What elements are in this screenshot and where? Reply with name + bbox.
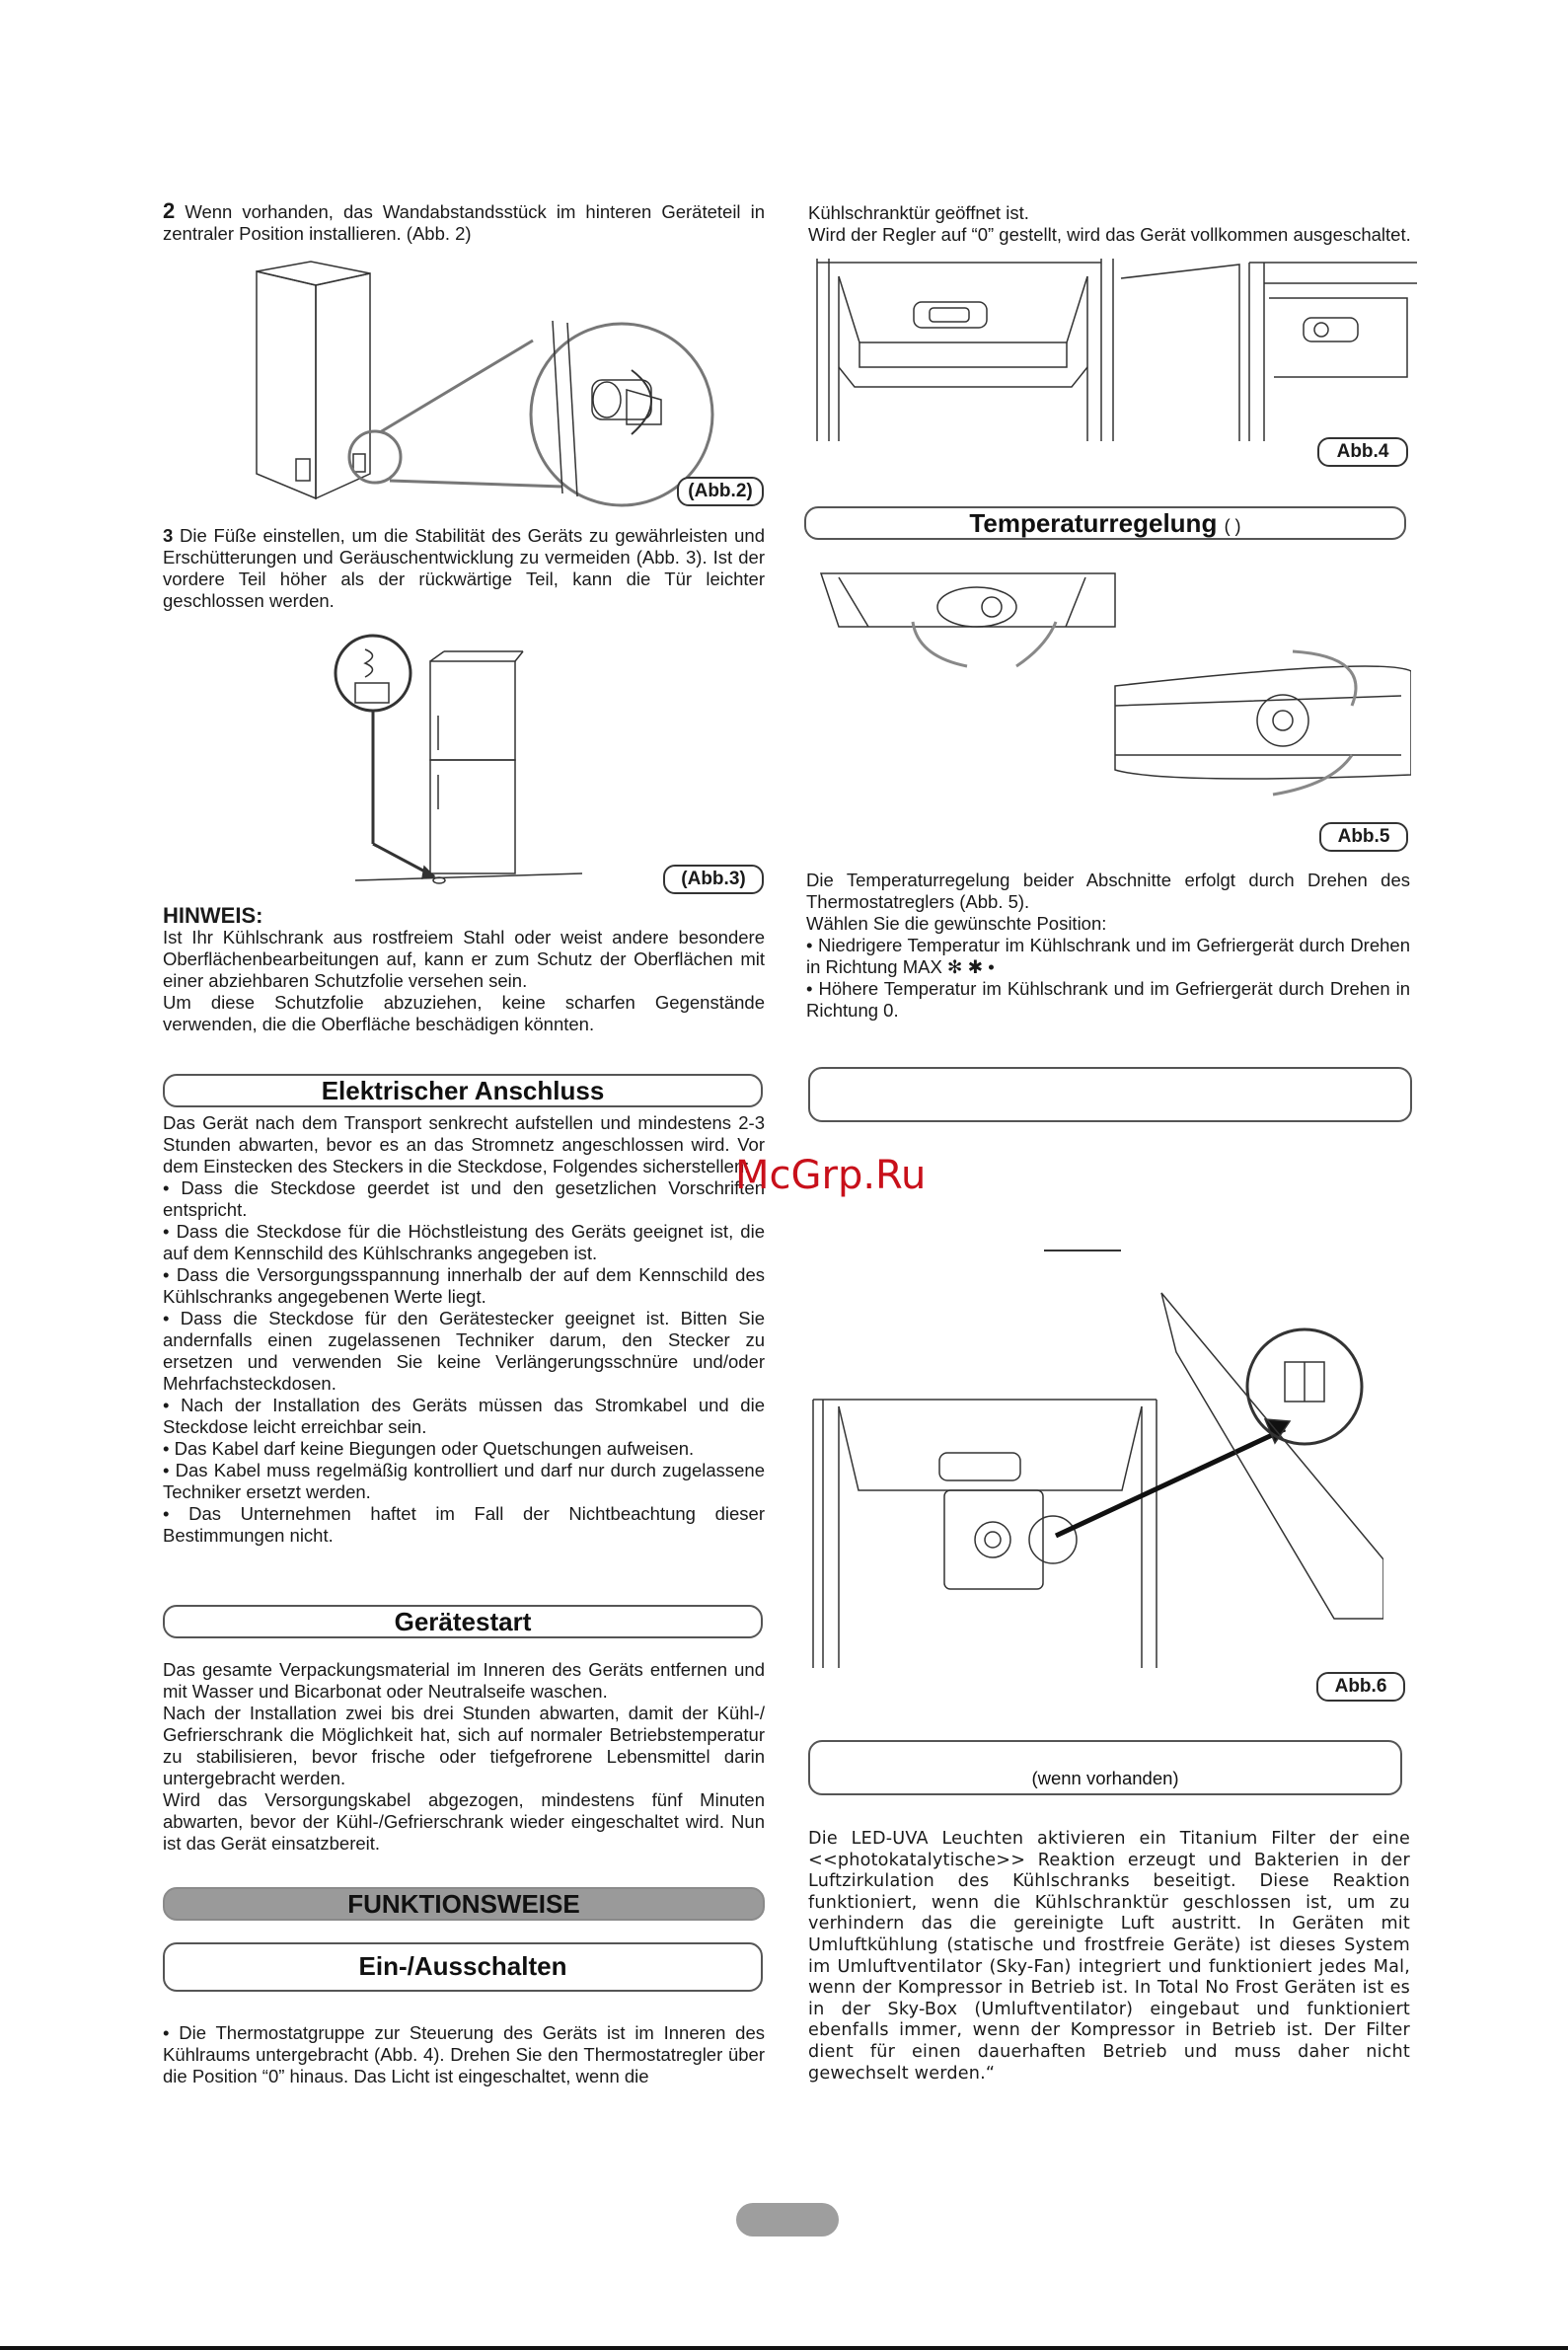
- underline-mark: [1044, 1250, 1121, 1251]
- ein-ausschalten-body: [163, 2022, 765, 2087]
- max-symbol-icon: ✻ ✱ •: [941, 956, 995, 977]
- hinweis-section: [163, 905, 765, 1035]
- continued-line-1: Kühlschranktür geöffnet ist.: [808, 202, 1029, 223]
- bullet-item: • Dass die Steckdose geerdet ist und den gesetzlichen Vorschriften entspricht.: [163, 1177, 765, 1220]
- step3-number: 3: [163, 525, 174, 546]
- temperaturregelung-paren: ( ): [1224, 516, 1241, 536]
- hinweis-paragraph-2: Um diese Schutzfolie abzuziehen, keine scharfen Gegenstände verwenden, die die Oberfläche beschädigen könnten.: [163, 992, 765, 1034]
- bullet-item: • Dass die Versorgungsspannung innerhalb der auf dem Kennschild des Kühlschranks angegebenen Werte liegt.: [163, 1264, 765, 1307]
- temperaturregelung-title: Temperaturregelung: [969, 508, 1218, 538]
- uva-paragraph: Die LED-UVA Leuchten aktivieren ein Titanium Filter der eine <<photokatalytische>> Reaktion erzeugt und Bakterien in der Luftzirkulation des Kühlschranks beseitigt. Diese Reaktion funktioniert, wenn die Kühlschranktür geschlossen ist, um zu verhindern das die gereinigte Luft austritt. In Geräten mit Umluftkühlung (statische und frostfreie Geräte) ist dieses System im Umluftventilator (Sky-Fan) integriert und funktioniert jedes Mal, wenn der Kompressor in Betrieb ist. In Total No Frost Geräten ist es in der Sky-Box (Umluftventilator) eingebaut und funktioniert ebenfalls immer, wenn der Kompressor in Betrieb ist. Der Filter dient für einen dauerhaften Betrieb und muss daher nicht gewechselt werden.“: [808, 1829, 1410, 2084]
- temp-paragraph-2: Wählen Sie die gewünschte Position:: [806, 913, 1107, 934]
- hinweis-paragraph-1: Ist Ihr Kühlschrank aus rostfreiem Stahl oder weist andere besondere Oberflächenbearbeitungen auf, kann er zum Schutz der Oberflächen mit einer abziehbaren Schutzfolie versehen sein.: [163, 927, 765, 991]
- abb3-figure: [326, 622, 582, 898]
- elektrischer-anschluss-heading: Elektrischer Anschluss: [163, 1074, 763, 1107]
- watermark: McGrp.Ru: [735, 1153, 927, 1198]
- continued-line-2: Wird der Regler auf “0” gestellt, wird das Gerät vollkommen ausgeschaltet.: [808, 224, 1411, 245]
- geraetestart-body: [163, 1659, 765, 1855]
- step2-text: Wenn vorhanden, das Wandabstandsstück im hinteren Geräteteil in zentraler Position installieren. (Abb. 2): [163, 201, 765, 244]
- funktionsweise-heading: FUNKTIONSWEISE: [163, 1887, 765, 1921]
- empty-heading-box: [808, 1067, 1412, 1122]
- temp-paragraph-1: Die Temperaturregelung beider Abschnitte erfolgt durch Drehen des Thermostatreglers (Abb. 5).: [806, 870, 1410, 912]
- abb4-figure: [815, 259, 1417, 441]
- abb3-label: (Abb.3): [663, 865, 764, 894]
- bottom-rule: [0, 2346, 1568, 2350]
- temperaturregelung-body: [806, 870, 1410, 1022]
- bullet-item: • Nach der Installation des Geräts müssen das Stromkabel und die Steckdose leicht erreichbar sein.: [163, 1395, 765, 1437]
- abb4-label: Abb.4: [1317, 437, 1408, 467]
- uva-body: [808, 1829, 1410, 2085]
- geraetestart-paragraph-2: Nach der Installation zwei bis drei Stunden abwarten, damit der Kühl-/ Gefrierschrank die Möglichkeit hat, sich auf normaler Betriebstemperatur zu stabilisieren, bevor frische oder tiefgefrorene Lebensmittel darin untergebracht werden.: [163, 1703, 765, 1788]
- temperaturregelung-heading: [804, 506, 1406, 540]
- abb6-label: Abb.6: [1316, 1672, 1405, 1702]
- elektrischer-intro: Das Gerät nach dem Transport senkrecht aufstellen und mindestens 2-3 Stunden abwarten, bevor es an das Stromnetz angeschlossen wird. Vor dem Einstecken des Steckers in die Steckdose, Folgendes sicherstellen:: [163, 1112, 765, 1176]
- ein-ausschalten-paragraph: • Die Thermostatgruppe zur Steuerung des Geräts ist im Inneren des Kühlraums untergebracht (Abb. 4). Drehen Sie den Thermostatregler über die Position “0” hinaus. Das Licht ist eingeschaltet, wenn die: [163, 2022, 765, 2086]
- step2-paragraph: [163, 200, 765, 245]
- temp-bullet-1: • Niedrigere Temperatur im Kühlschrank und im Gefriergerät durch Drehen in Richtung MAX ✻ ✱ •: [806, 935, 1410, 977]
- step3-text: Die Füße einstellen, um die Stabilität des Geräts zu gewährleisten und Erschütterungen und Geräuschentwicklung zu vermeiden (Abb. 3). Ist der vordere Teil höher als der rückwärtige Teil, kann die Tür leichter geschlossen werden.: [163, 525, 765, 611]
- ein-ausschalten-heading: Ein-/Ausschalten: [163, 1942, 763, 1992]
- bullet-item: • Das Unternehmen haftet im Fall der Nichtbeachtung dieser Bestimmungen nicht.: [163, 1503, 765, 1546]
- uva-subtitle: (wenn vorhanden): [1031, 1768, 1179, 1788]
- bullet-item: • Dass die Steckdose für den Gerätestecker geeignet ist. Bitten Sie andernfalls einen zugelassenen Techniker darum, den Stecker zu ersetzen und verwenden Sie keine Verlängerungsschnüre und/oder Mehrfachsteckdosen.: [163, 1308, 765, 1394]
- abb2-label: (Abb.2): [677, 477, 764, 506]
- hinweis-title: HINWEIS:: [163, 903, 263, 928]
- geraetestart-paragraph-3: Wird das Versorgungskabel abgezogen, mindestens fünf Minuten abwarten, bevor der Kühl-/Gefrierschrank wieder eingeschaltet wird. Nun ist das Gerät einsatzbereit.: [163, 1789, 765, 1854]
- geraetestart-heading: Gerätestart: [163, 1605, 763, 1638]
- bullet-item: • Dass die Steckdose für die Höchstleistung des Geräts geeignet ist, die auf dem Kennschild des Kühlschranks angegeben ist.: [163, 1221, 765, 1263]
- geraetestart-paragraph-1: Das gesamte Verpackungsmaterial im Inneren des Geräts entfernen und mit Wasser und Bicarbonat oder Neutralseife waschen.: [163, 1659, 765, 1702]
- abb6-figure: [811, 1283, 1383, 1668]
- step2-number: 2: [163, 198, 176, 223]
- uva-heading-box: [808, 1740, 1402, 1795]
- right-continued-text: [808, 202, 1415, 246]
- page-number-badge: [736, 2203, 839, 2236]
- bullet-item: • Das Kabel darf keine Biegungen oder Quetschungen aufweisen.: [163, 1438, 695, 1459]
- abb5-figure: [819, 568, 1411, 814]
- elektrischer-anschluss-body: [163, 1112, 765, 1547]
- abb5-label: Abb.5: [1319, 822, 1408, 852]
- bullet-item: • Das Kabel muss regelmäßig kontrolliert und darf nur durch zugelassene Techniker ersetzt werden.: [163, 1460, 765, 1502]
- step3-paragraph: [163, 525, 765, 612]
- abb2-figure: [237, 252, 760, 508]
- temp-bullet-2: • Höhere Temperatur im Kühlschrank und im Gefriergerät durch Drehen in Richtung 0.: [806, 978, 1410, 1021]
